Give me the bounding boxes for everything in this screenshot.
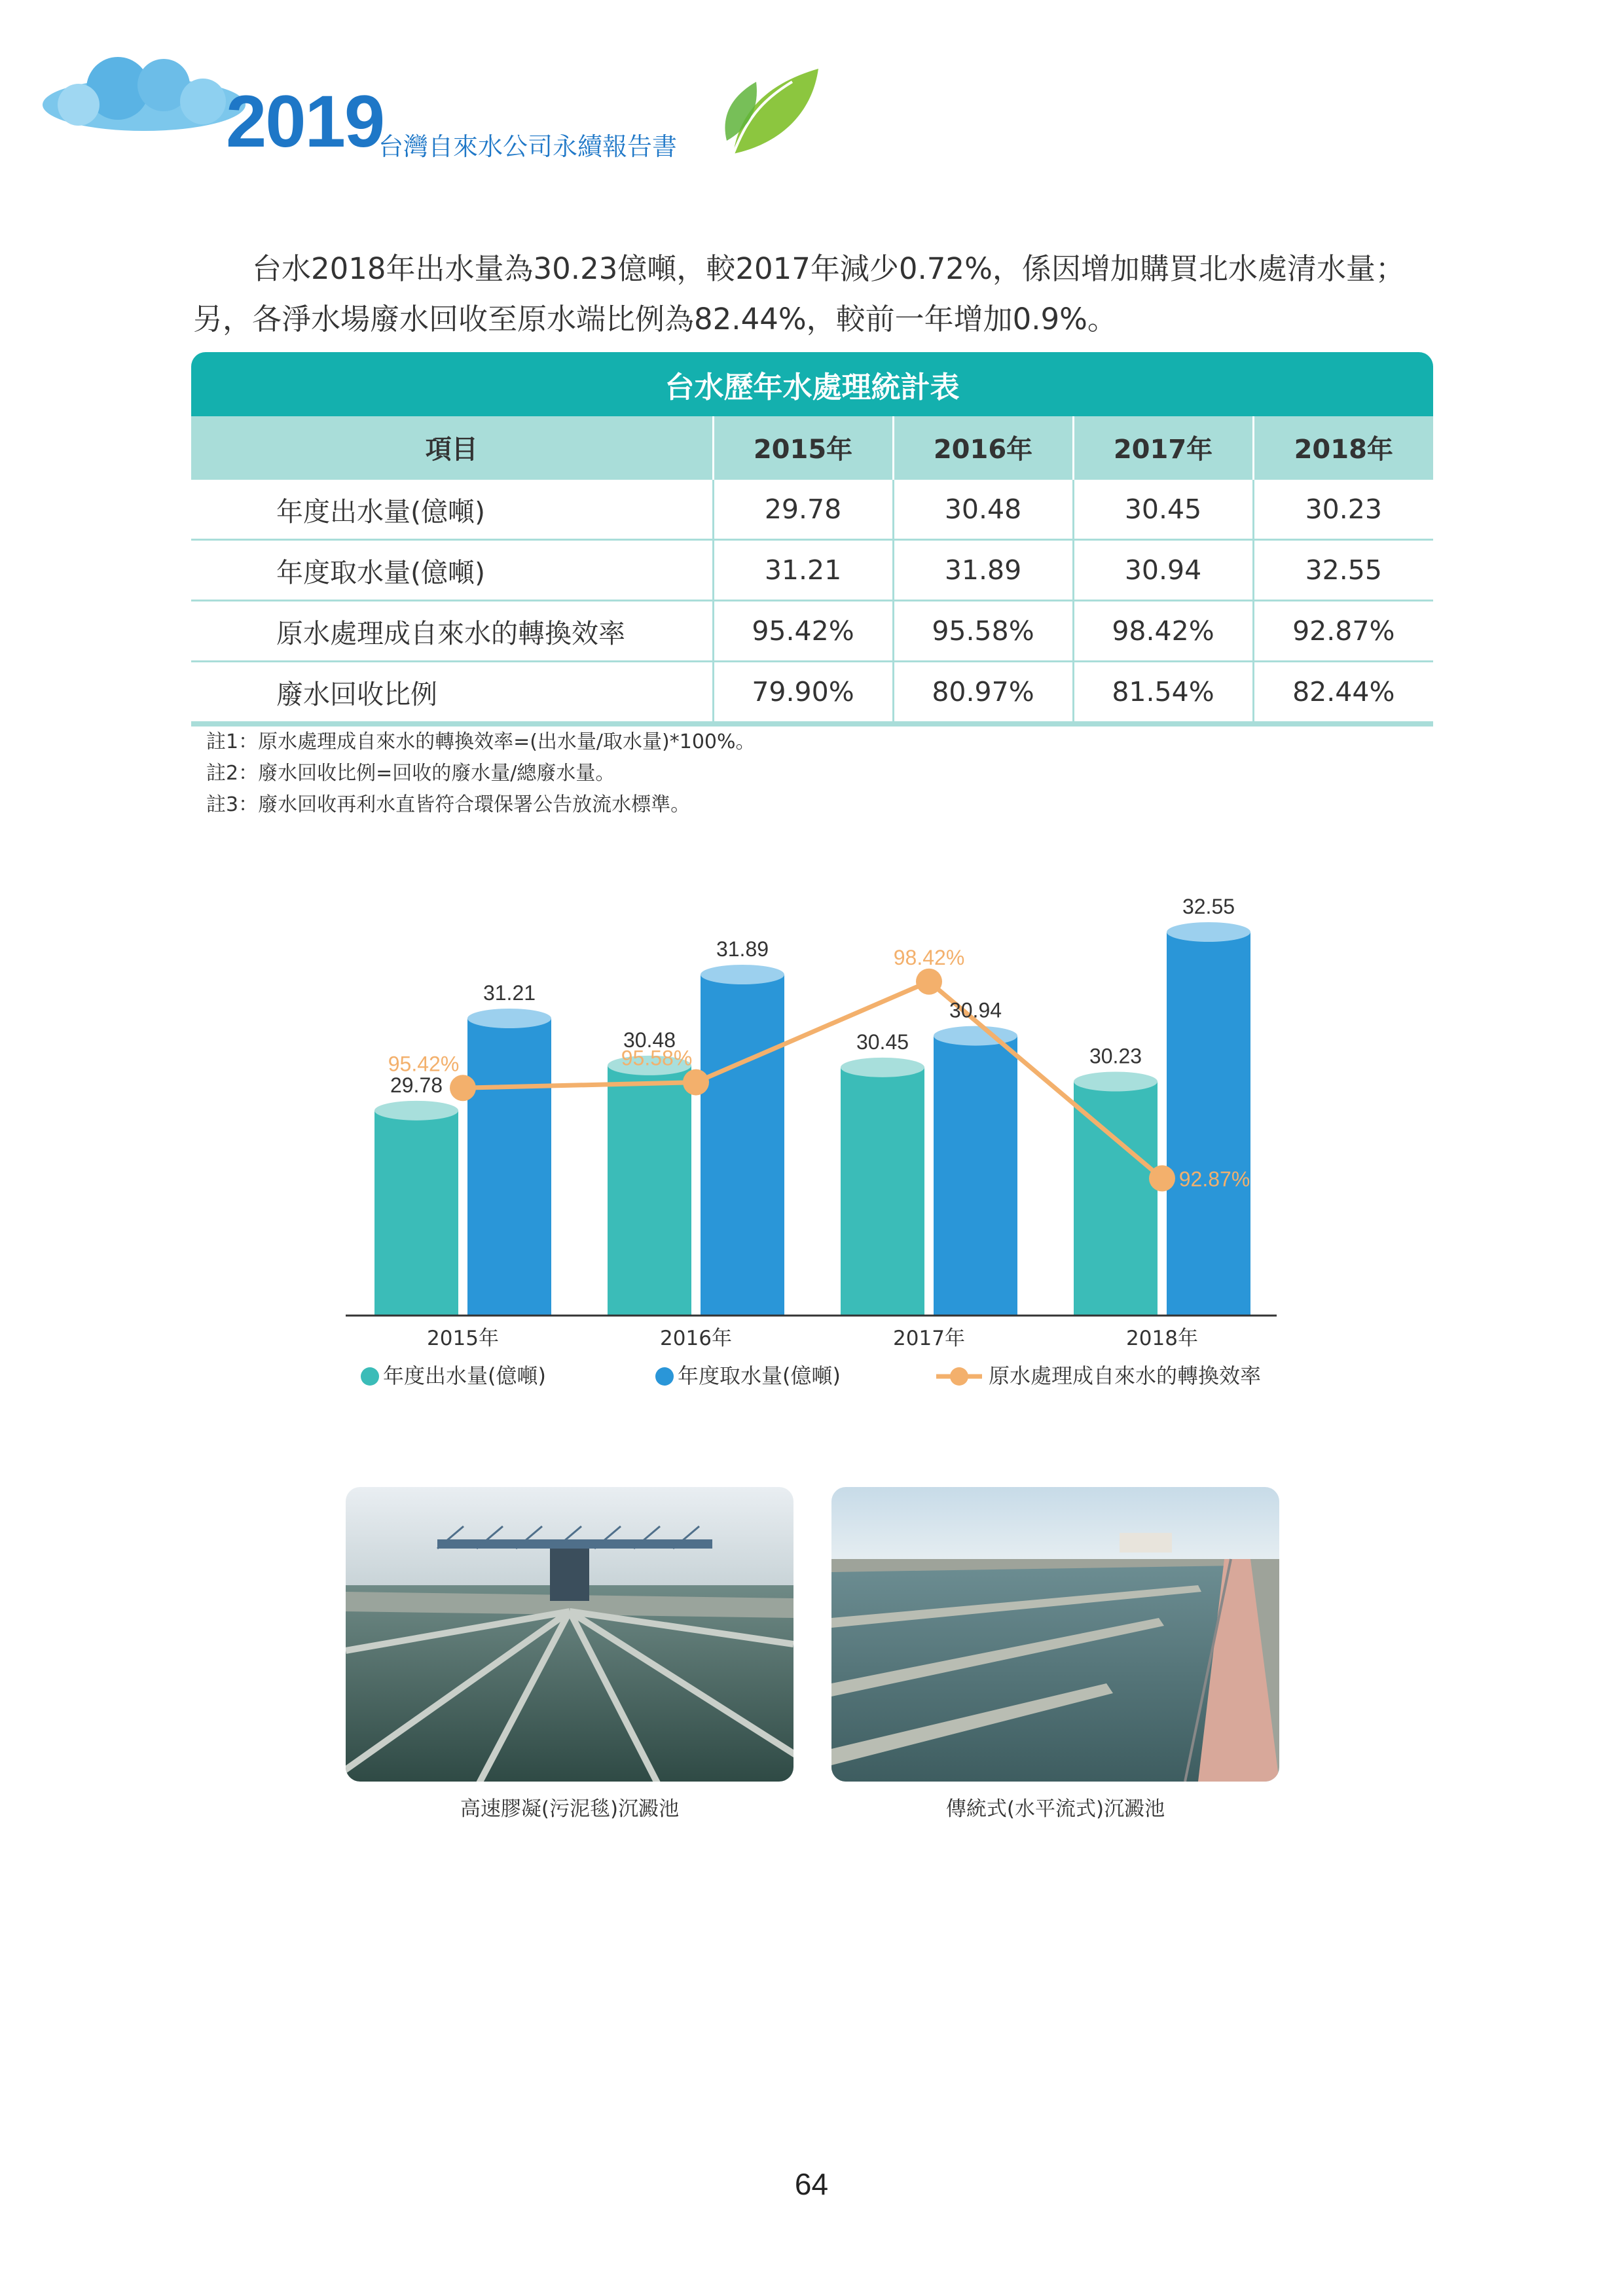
note-1: 註1：原水處理成自來水的轉換效率=(出水量/取水量)*100%。 bbox=[206, 730, 756, 753]
output-volume-bar bbox=[608, 1066, 691, 1316]
legend-intake-icon bbox=[655, 1367, 674, 1386]
intro-line-1: 台水2018年出水量為30.23億噸，較2017年減少0.72%，係因增加購買北水處清水量； bbox=[252, 251, 1405, 286]
water-treatment-stats-table bbox=[191, 352, 1433, 726]
bar-value-label: 30.94 bbox=[949, 998, 1002, 1022]
row-label: 廢水回收比例 bbox=[191, 662, 713, 725]
table-header-cell: 2015年 bbox=[713, 416, 893, 479]
table-header-row bbox=[191, 416, 1433, 479]
table-cell: 32.55 bbox=[1253, 540, 1433, 601]
leaf-logo-icon bbox=[720, 62, 825, 160]
table-cell: 81.54% bbox=[1073, 662, 1253, 725]
bar-top-cap bbox=[374, 1101, 458, 1121]
table-cell: 82.44% bbox=[1253, 662, 1433, 725]
bar-top-cap bbox=[701, 965, 784, 984]
efficiency-point bbox=[450, 1075, 476, 1101]
x-tick-label: 2015年 bbox=[427, 1327, 499, 1350]
table-notes bbox=[206, 726, 756, 821]
table-cell: 79.90% bbox=[713, 662, 893, 725]
page-number: 64 bbox=[794, 2167, 829, 2201]
table-row bbox=[191, 662, 1433, 725]
legend-output-icon bbox=[361, 1367, 379, 1386]
table-cell: 30.45 bbox=[1073, 479, 1253, 540]
bar-value-label: 30.23 bbox=[1089, 1044, 1142, 1068]
table-cell: 30.48 bbox=[893, 479, 1073, 540]
table-row bbox=[191, 540, 1433, 601]
row-label: 年度取水量(億噸) bbox=[191, 540, 713, 601]
efficiency-point bbox=[683, 1069, 709, 1096]
table-cell: 31.21 bbox=[713, 540, 893, 601]
efficiency-value-label: 98.42% bbox=[893, 945, 965, 969]
table-row bbox=[191, 479, 1433, 540]
table-header-cell: 2017年 bbox=[1073, 416, 1253, 479]
bar-value-label: 31.89 bbox=[716, 937, 769, 961]
bar-value-label: 32.55 bbox=[1182, 895, 1235, 919]
legend-output-label: 年度出水量(億噸) bbox=[383, 1363, 546, 1388]
report-year: 2019 bbox=[226, 81, 384, 162]
intake-volume-bar bbox=[1167, 932, 1250, 1316]
efficiency-value-label: 92.87% bbox=[1178, 1167, 1250, 1191]
bar-top-cap bbox=[1167, 922, 1250, 942]
x-tick-label: 2017年 bbox=[893, 1327, 965, 1350]
intro-paragraph bbox=[193, 243, 1431, 344]
note-3: 註3：廢水回收再利水直皆符合環保署公告放流水標準。 bbox=[206, 793, 691, 816]
table-header-cell: 項目 bbox=[191, 416, 713, 479]
note-2: 註2：廢水回收比例=回收的廢水量/總廢水量。 bbox=[206, 762, 615, 785]
efficiency-point bbox=[1149, 1165, 1175, 1191]
row-label: 年度出水量(億噸) bbox=[191, 479, 713, 540]
bar-value-label: 30.45 bbox=[856, 1030, 909, 1054]
bar-top-cap bbox=[841, 1058, 924, 1077]
table-row bbox=[191, 601, 1433, 662]
table-cell: 98.42% bbox=[1073, 601, 1253, 662]
table-cell: 95.42% bbox=[713, 601, 893, 662]
x-tick-label: 2016年 bbox=[660, 1327, 732, 1350]
efficiency-value-label: 95.42% bbox=[388, 1052, 460, 1076]
table-cell: 30.94 bbox=[1073, 540, 1253, 601]
intake-volume-bar bbox=[467, 1018, 551, 1316]
table-header-cell: 2016年 bbox=[893, 416, 1073, 479]
horizontal-sedimentation-tank-photo bbox=[831, 1487, 1279, 1782]
cloud-logo-icon bbox=[39, 49, 249, 134]
efficiency-value-label: 95.58% bbox=[621, 1046, 693, 1070]
table-cell: 95.58% bbox=[893, 601, 1073, 662]
output-volume-bar bbox=[374, 1111, 458, 1316]
bar-top-cap bbox=[1074, 1072, 1158, 1092]
efficiency-line bbox=[463, 982, 1162, 1179]
circular-clarifier-photo bbox=[346, 1487, 793, 1782]
intro-line-2: 另，各淨水場廢水回收至原水端比例為82.44%，較前一年增加0.9%。 bbox=[193, 302, 1117, 336]
table-cell: 92.87% bbox=[1253, 601, 1433, 662]
legend-efficiency-label: 原水處理成自來水的轉換效率 bbox=[989, 1363, 1262, 1388]
photo-caption-2: 傳統式(水平流式)沉澱池 bbox=[945, 1797, 1165, 1821]
stats-table-grid bbox=[191, 416, 1433, 726]
output-volume-bar bbox=[841, 1067, 924, 1316]
x-tick-label: 2018年 bbox=[1126, 1327, 1198, 1350]
legend-efficiency-dot-icon bbox=[950, 1367, 968, 1386]
table-title: 台水歷年水處理統計表 bbox=[191, 352, 1433, 416]
table-header-cell: 2018年 bbox=[1253, 416, 1433, 479]
table-cell: 31.89 bbox=[893, 540, 1073, 601]
report-title: 台灣自來水公司永續報告書 bbox=[378, 132, 678, 161]
water-treatment-chart bbox=[0, 844, 1623, 1420]
row-label: 原水處理成自來水的轉換效率 bbox=[191, 601, 713, 662]
bar-top-cap bbox=[467, 1009, 551, 1028]
efficiency-point bbox=[916, 969, 942, 995]
bar-value-label: 30.48 bbox=[623, 1028, 676, 1052]
legend-intake-label: 年度取水量(億噸) bbox=[678, 1363, 841, 1388]
intake-volume-bar bbox=[701, 975, 784, 1316]
photo-caption-1: 高速膠凝(污泥毯)沉澱池 bbox=[460, 1797, 680, 1821]
intake-volume-bar bbox=[934, 1036, 1017, 1316]
bar-value-label: 31.21 bbox=[483, 980, 536, 1005]
table-cell: 30.23 bbox=[1253, 479, 1433, 540]
bar-value-label: 29.78 bbox=[390, 1073, 443, 1097]
table-cell: 29.78 bbox=[713, 479, 893, 540]
table-cell: 80.97% bbox=[893, 662, 1073, 725]
